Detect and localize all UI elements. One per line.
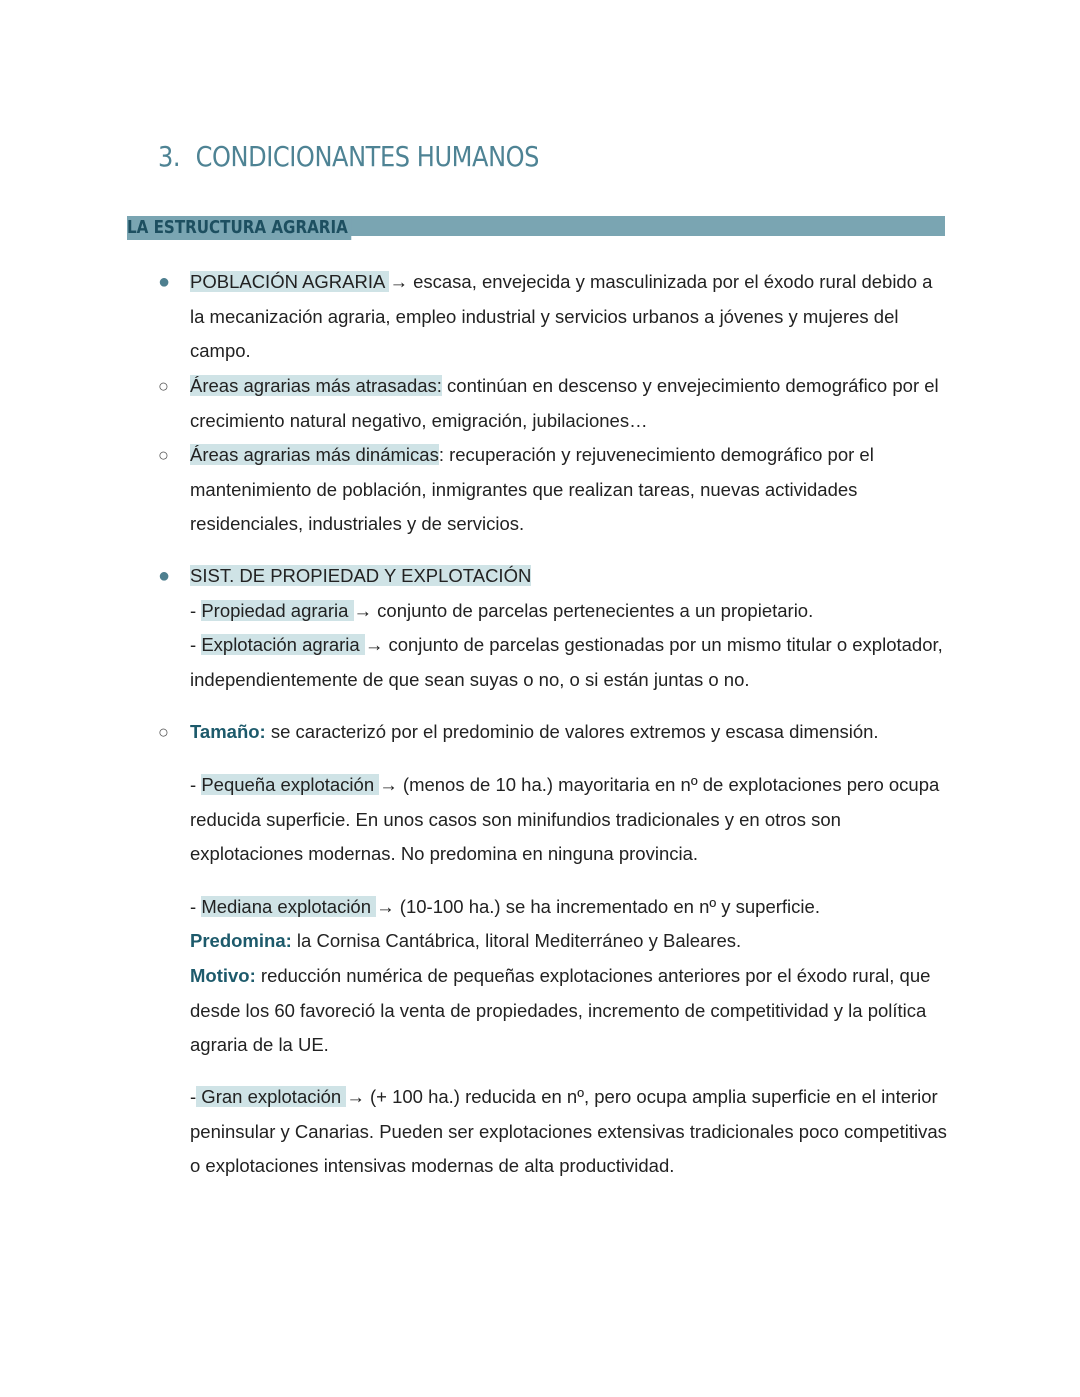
predomina-text: la Cornisa Cantábrica, litoral Mediterráneo y Baleares.	[291, 930, 742, 951]
mediana-text: → (10-100 ha.) se ha incrementado en nº y superficie.	[376, 896, 820, 917]
propiedad-paragraph	[190, 594, 950, 629]
bullet-sistema: ●	[158, 565, 171, 587]
mediana-label: Mediana explotación	[201, 896, 377, 917]
propiedad-prefix: -	[190, 600, 202, 621]
motivo-label: Motivo:	[190, 965, 256, 986]
bullet-atrasadas: ○	[158, 376, 169, 396]
heading-title: CONDICIONANTES HUMANOS	[195, 140, 540, 173]
motivo-paragraph	[190, 959, 950, 1063]
section-title: LA ESTRUCTURA AGRARIA	[127, 216, 351, 240]
sistema-title	[190, 559, 950, 594]
gran-prefix: -	[190, 1086, 197, 1107]
predomina-paragraph	[190, 924, 950, 959]
motivo-text: reducción numérica de pequeñas explotaciones anteriores por el éxodo rural, que desde los 60 favoreció la venta de propiedades, incremento de competitividad y la política agraria de la UE.	[190, 965, 931, 1055]
explotacion-text: → conjunto de parcelas gestionadas por un mismo titular o explotador, independientemente de que sean suyas o no, o si están juntas o no.	[190, 634, 943, 690]
bullet-dinamicas: ○	[158, 445, 169, 465]
section-header	[127, 216, 945, 238]
poblacion-label: POBLACIÓN AGRARIA	[190, 271, 390, 292]
pequena-prefix: -	[190, 774, 202, 795]
section-rule	[335, 216, 945, 236]
mediana-prefix: -	[190, 896, 202, 917]
explotacion-label: Explotación agraria	[201, 634, 365, 655]
pequena-label: Pequeña explotación	[201, 774, 380, 795]
poblacion-text: → escasa, envejecida y masculinizada por el éxodo rural debido a la mecanización agraria, empleo industrial y servicios urbanos a jóvenes y mujeres del campo.	[190, 271, 933, 361]
bullet-tamano: ○	[158, 722, 169, 742]
page-heading	[158, 140, 539, 173]
tamano-text: se caracterizó por el predominio de valores extremos y escasa dimensión.	[265, 721, 879, 742]
heading-number: 3.	[158, 140, 181, 173]
pequena-text: → (menos de 10 ha.) mayoritaria en nº de explotaciones pero ocupa reducida superficie. En unos casos son minifundios tradicionales y en otros son explotaciones modernas. No predomina en ninguna provincia.	[190, 774, 940, 864]
atrasadas-paragraph	[190, 369, 950, 438]
predomina-label: Predomina:	[190, 930, 292, 951]
propiedad-text: → conjunto de parcelas pertenecientes a un propietario.	[353, 600, 814, 621]
mediana-paragraph	[190, 890, 950, 925]
gran-text: → (+ 100 ha.) reducida en nº, pero ocupa amplia superficie en el interior peninsular y Canarias. Pueden ser explotaciones extensivas tradicionales poco competitivas o explotaciones intensivas modernas de alta productividad.	[190, 1086, 947, 1176]
dinamicas-text: : recuperación y rejuvenecimiento demográfico por el mantenimiento de población, inmigrantes que realizan tareas, nuevas actividades residenciales, industriales y de servicios.	[190, 444, 874, 534]
sistema-label: SIST. DE PROPIEDAD Y EXPLOTACIÓN	[190, 565, 532, 586]
gran-paragraph	[190, 1080, 950, 1184]
gran-label: Gran explotación	[196, 1086, 347, 1107]
propiedad-label: Propiedad agraria	[201, 600, 354, 621]
explotacion-prefix: -	[190, 634, 202, 655]
bullet-poblacion: ●	[158, 271, 171, 293]
tamano-paragraph	[190, 715, 950, 750]
atrasadas-label: Áreas agrarias más atrasadas:	[190, 375, 442, 396]
tamano-label: Tamaño:	[190, 721, 266, 742]
pequena-paragraph	[190, 768, 950, 872]
explotacion-paragraph	[190, 628, 950, 697]
poblacion-paragraph	[190, 265, 950, 369]
dinamicas-paragraph	[190, 438, 950, 542]
atrasadas-text: continúan en descenso y envejecimiento demográfico por el crecimiento natural negativo, emigración, jubilaciones…	[190, 375, 939, 431]
dinamicas-label: Áreas agrarias más dinámicas	[190, 444, 439, 465]
